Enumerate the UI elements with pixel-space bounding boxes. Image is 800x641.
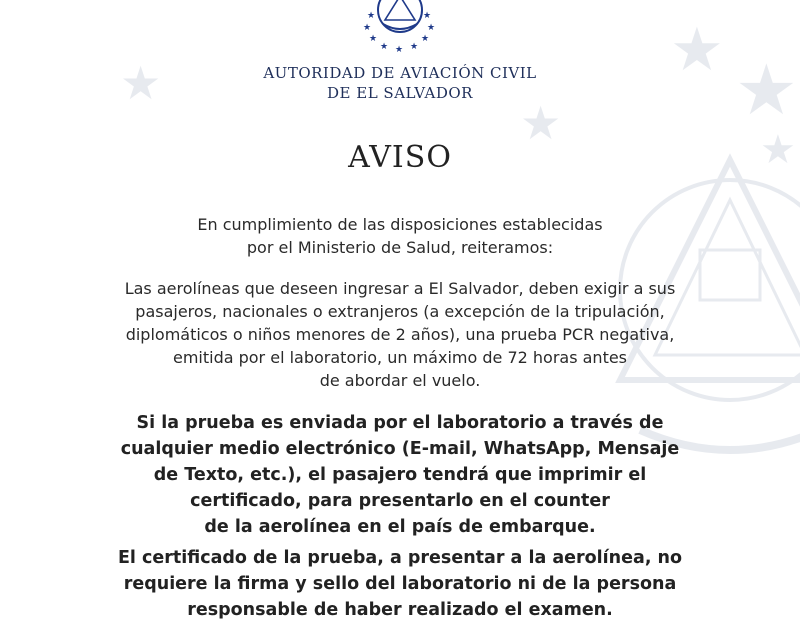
svg-text:★: ★ bbox=[380, 42, 389, 52]
text-line: Las aerolíneas que deseen ingresar a El Salvador, deben exigir a sus bbox=[124, 279, 676, 298]
text-line: pasajeros, nacionales o extranjeros (a excepción de la tripulación, bbox=[135, 302, 665, 321]
org-name-line2: DE EL SALVADOR bbox=[327, 84, 473, 102]
text-line: cualquier medio electrónico (E-mail, WhatsApp, Mensaje bbox=[120, 439, 680, 459]
svg-text:★: ★ bbox=[427, 23, 436, 33]
text-line: de abordar el vuelo. bbox=[319, 371, 481, 390]
coat-of-arms-seal-icon bbox=[355, 0, 445, 53]
requirements-paragraph bbox=[0, 277, 800, 392]
star-icon: ★ bbox=[520, 96, 562, 150]
text-line: diplomáticos o niños menores de 2 años), una prueba PCR negativa, bbox=[125, 325, 675, 344]
certificate-paragraph bbox=[0, 545, 800, 623]
svg-text:★: ★ bbox=[423, 11, 432, 21]
svg-text:★: ★ bbox=[395, 45, 404, 53]
text-line: de Texto, etc.), el pasajero tendrá que imprimir el bbox=[153, 465, 647, 485]
text-line: de la aerolínea en el país de embarque. bbox=[204, 517, 596, 537]
text-line: En cumplimiento de las disposiciones establecidas bbox=[197, 215, 603, 234]
svg-text:★: ★ bbox=[369, 34, 378, 44]
star-icon: ★ bbox=[120, 56, 162, 110]
svg-text:★: ★ bbox=[363, 23, 372, 33]
text-line: por el Ministerio de Salud, reiteramos: bbox=[246, 238, 554, 257]
svg-text:★: ★ bbox=[421, 34, 430, 44]
star-icon: ★ bbox=[735, 49, 798, 131]
org-name-line1: AUTORIDAD DE AVIACIÓN CIVIL bbox=[263, 64, 537, 82]
text-line: requiere la firma y sello del laboratorio ni de la persona bbox=[123, 574, 677, 594]
text-line: Si la prueba es enviada por el laboratorio a través de bbox=[136, 413, 664, 433]
svg-text:★: ★ bbox=[410, 42, 419, 52]
electronic-test-paragraph bbox=[0, 410, 800, 540]
star-icon: ★ bbox=[670, 15, 724, 85]
text-line: El certificado de la prueba, a presentar a la aerolínea, no bbox=[117, 548, 683, 568]
page-title: AVISO bbox=[348, 140, 452, 175]
star-icon: ★ bbox=[760, 127, 796, 173]
text-line: emitida por el laboratorio, un máximo de 72 horas antes bbox=[172, 348, 628, 367]
intro-paragraph bbox=[0, 213, 800, 259]
text-line: responsable de haber realizado el examen. bbox=[187, 600, 613, 620]
text-line: certificado, para presentarlo en el counter bbox=[190, 491, 610, 511]
svg-text:★: ★ bbox=[367, 11, 376, 21]
